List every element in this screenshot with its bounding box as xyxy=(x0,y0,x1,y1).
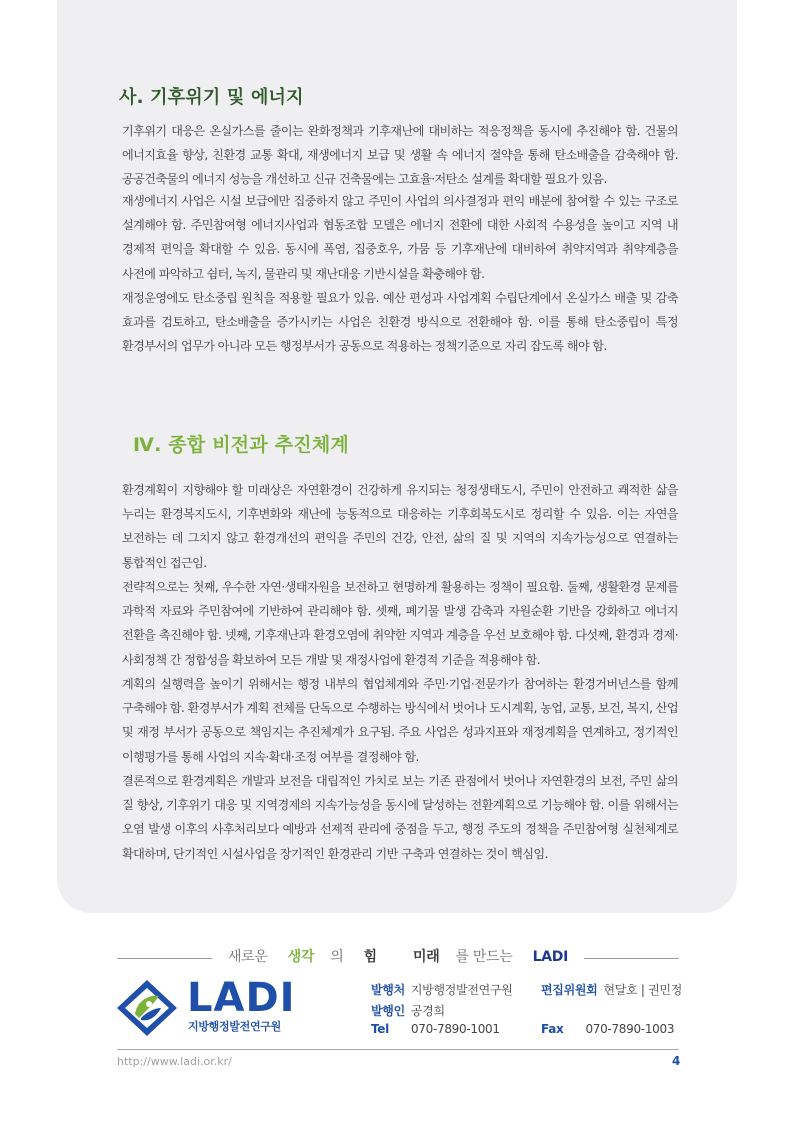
section-a-paragraph-3: 재정운영에도 탄소중립 원칙을 적용할 필요가 있음. 예산 편성과 사업계획 수립단계에서 온실가스 배출 및 감축 효과를 검토하고, 탄소배출을 증가시키는 사업은 친환경 방식으로 전환해야 함. 이를 통해 탄소중립이 특정 환경부서의 업무가 아니라 모든 행정부서가 공동으로 적용하는 정책기준으로 자리 잡도록 해야 함. xyxy=(122,291,678,354)
section-a-paragraph-1: 기후위기 대응은 온실가스를 줄이는 완화정책과 기후재난에 대비하는 적응정책을 동시에 추진해야 함. 건물의 에너지효율 향상, 친환경 교통 확대, 재생에너지 보급 및 생활 속 에너지 절약을 통해 탄소배출을 감축해야 함. 공공건축물의 에너지 성능을 개선하고 신규 건축물에는 고효율·저탄소 설계를 확대할 필요가 있음. xyxy=(122,124,678,187)
footer-tagline xyxy=(117,946,679,970)
editors-info: 편집위원회 현달호 | 권민정 xyxy=(541,983,682,997)
section-a-title: 사. 기후위기 및 에너지 xyxy=(119,87,304,108)
fax-info: Fax 070-7890-1003 xyxy=(541,1022,675,1036)
website-link[interactable]: http://www.ladi.or.kr/ xyxy=(117,1055,232,1068)
ladi-logo-subtitle: 지방행정발전연구원 xyxy=(188,1020,281,1033)
issuer-info: 발행인 공경희 xyxy=(371,1004,445,1018)
ladi-logo-text: LADI xyxy=(187,975,296,1021)
tagline-text: 새로운 생각 의 힘 미래 를 만드는 LADI xyxy=(212,949,584,965)
section-b-paragraph-1: 환경계획이 지향해야 할 미래상은 자연환경이 건강하게 유지되는 청정생태도시, 주민이 안전하고 쾌적한 삶을 누리는 환경복지도시, 기후변화와 재난에 능동적으로 대응하는 기후회복도시로 정리할 수 있음. 이는 자연을 보전하는 데 그치지 않고 환경개선의 편익을 주민의 건강, 안전, 삶의 질 및 지역의 지속가능성으로 연결하는 통합적인 접근임. xyxy=(122,483,678,570)
footer-divider xyxy=(117,1049,679,1050)
section-b-paragraph-3: 계획의 실행력을 높이기 위해서는 행정 내부의 협업체계와 주민·기업·전문가가 참여하는 환경거버넌스를 함께 구축해야 함. 환경부서가 계획 전체를 단독으로 수행하는 방식에서 벗어나 도시계획, 농업, 교통, 보건, 복지, 산업 및 재정 부서가 공동으로 책임지는 추진체계가 요구됨. 주요 사업은 성과지표와 재정계획을 연계하고, 정기적인 이행평가를 통해 사업의 지속·확대·조정 여부를 결정해야 함. xyxy=(122,677,678,764)
ladi-emblem-icon xyxy=(115,978,179,1038)
page-number: 4 xyxy=(672,1054,681,1068)
section-b-paragraph-2: 전략적으로는 첫째, 우수한 자연·생태자원을 보전하고 현명하게 활용하는 정책이 필요함. 둘째, 생활환경 문제를 과학적 자료와 주민참여에 기반하여 관리해야 함. 셋째, 폐기물 발생 감축과 자원순환 기반을 강화하고 에너지 전환을 촉진해야 함. 넷째, 기후재난과 환경오염에 취약한 지역과 계층을 우선 보호해야 함. 다섯째, 환경과 경제·사회정책 간 정합성을 확보하여 모든 개발 및 재정사업에 환경적 기준을 적용해야 함. xyxy=(122,580,678,667)
section-b-paragraph-4: 결론적으로 환경계획은 개발과 보전을 대립적인 가치로 보는 기존 관점에서 벗어나 자연환경의 보전, 주민 삶의 질 향상, 기후위기 대응 및 지역경제의 지속가능성을 동시에 달성하는 전환계획으로 기능해야 함. 이를 위해서는 오염 발생 이후의 사후처리보다 예방과 선제적 관리에 중점을 두고, 행정 주도의 정책을 주민참여형 실천체계로 확대하며, 단기적인 시설사업을 장기적인 환경관리 기반 구축과 연결하는 것이 핵심임. xyxy=(122,774,678,861)
section-b-title: Ⅳ. 종합 비전과 추진체계 xyxy=(133,434,349,456)
publisher-info: 발행처 지방행정발전연구원 xyxy=(371,983,513,997)
tel-info: Tel 070-7890-1001 xyxy=(371,1022,500,1036)
section-a-paragraph-2: 재생에너지 사업은 시설 보급에만 집중하지 않고 주민이 사업의 의사결정과 편익 배분에 참여할 수 있는 구조로 설계해야 함. 주민참여형 에너지사업과 협동조합 모델은 에너지 전환에 대한 사회적 수용성을 높이고 지역 내 경제적 편익을 확대할 수 있음. 동시에 폭염, 집중호우, 가뭄 등 기후재난에 대비하여 취약지역과 취약계층을 사전에 파악하고 쉼터, 녹지, 물관리 및 재난대응 기반시설을 확충해야 함. xyxy=(122,194,678,281)
